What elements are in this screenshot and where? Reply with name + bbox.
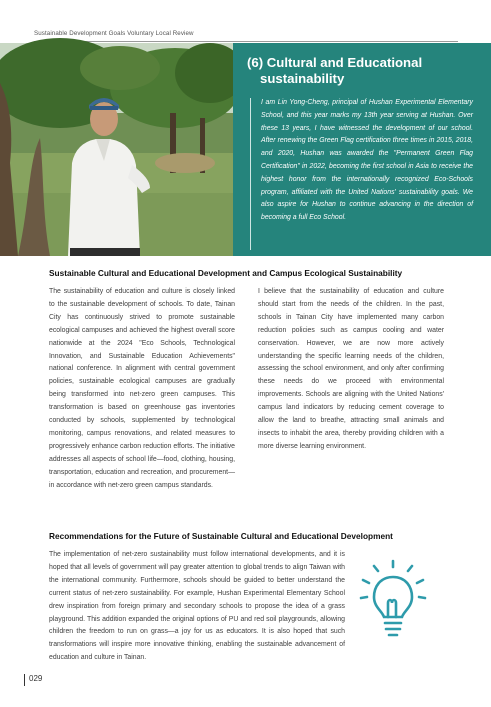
section1-title: Sustainable Cultural and Educational Development and Campus Ecological Sustainability [49, 268, 403, 278]
section2-body: The implementation of net-zero sustainability must follow international developments, and it is hoped that all levels of government will pay greater attention to global trends to align Taiwan with the international community. Furthermore, schools should be guided to better understand the current status of net-zero sustainability. For example, Hushan Experimental Elementary School drew inspiration from foreign primary and secondary schools to propose the idea of a grass playground. This addition expanded the original options of PU and red soil playgrounds, allowing children the freedom to run on grass—a joy for us as educators. It is also hoped that such transformations will inspire more innovative thinking, enabling the sustainable advancement of education and culture in Tainan. [49, 551, 345, 662]
feature-panel [233, 43, 491, 256]
principal-quote: I am Lin Yong-Cheng, principal of Hushan Experimental Elementary School, and this year marks my 13th year serving at Hushan. Over these 13 years, I have witnessed the development of our school. After renewing the Green Flag certification three times in 2015, 2018, and 2020, Hushan was awarded the "Permanent Green Flag Certification" in 2022, becoming the first school in Asia to receive the highest honor from the internationally recognized Eco-Schools program, affiliated with the United Nations' sustainability goals. We also aspire for Hushan to continue advancing in the direction of becoming a full Eco School. [261, 99, 473, 222]
quote-rule [250, 98, 251, 250]
lightbulb-icon [356, 557, 430, 641]
photo-caption: Principal, Hushan Experimental Elementary School / Yong-Cheng Lin [22, 282, 200, 289]
feature-heading-line2: sustainability [260, 71, 345, 86]
section1-right-column: I believe that the sustainability of education and culture should start from the needs of the children. In the past, schools in Tainan City have implemented many carbon reduction policies such as campus cooling and water conservation. However, we are now more actively understanding the specific learning needs of the children, assessing the school environment, and only after confirming these needs do we proceed with environmental improvements. Schools are aligning with the United Nations' campus land indicators by reducing cement coverage to allow the land to breathe, attracting small animals and insects to inhabit the area, thereby providing children with a more diverse learning environment. [258, 288, 444, 450]
page-number: 029 [29, 674, 43, 683]
section1-left-column: The sustainability of education and culture is closely linked to the sustainable development of schools. To date, Tainan City has continuously strived to promote sustainable ecological campuses and achieved the highest overall score nationwide at the 2024 "Eco Schools, Technological Innovation, and Sustainable Education Achievements" national conference. In alignment with central government policies, sustainable ecological campuses are gradually being transformed into net-zero green campuses. This transformation is based on greenhouse gas inventories conducted by schools, supplemented by technological monitoring, campus renovations, and related measures to progressively enhance carbon reduction efforts. The initiative addresses all aspects of school life—food, clothing, housing, transportation, education and recreation, and procurement—in accordance with net-zero green campus standards. [49, 288, 235, 489]
section2-title: Recommendations for the Future of Sustainable Cultural and Educational Development [49, 531, 393, 541]
feature-heading-line1: (6) Cultural and Educational [247, 55, 423, 70]
page-number-bar [24, 674, 25, 686]
running-header: Sustainable Development Goals Voluntary Local Review [34, 30, 194, 37]
feature-heading [247, 55, 477, 87]
header-divider [34, 41, 458, 42]
